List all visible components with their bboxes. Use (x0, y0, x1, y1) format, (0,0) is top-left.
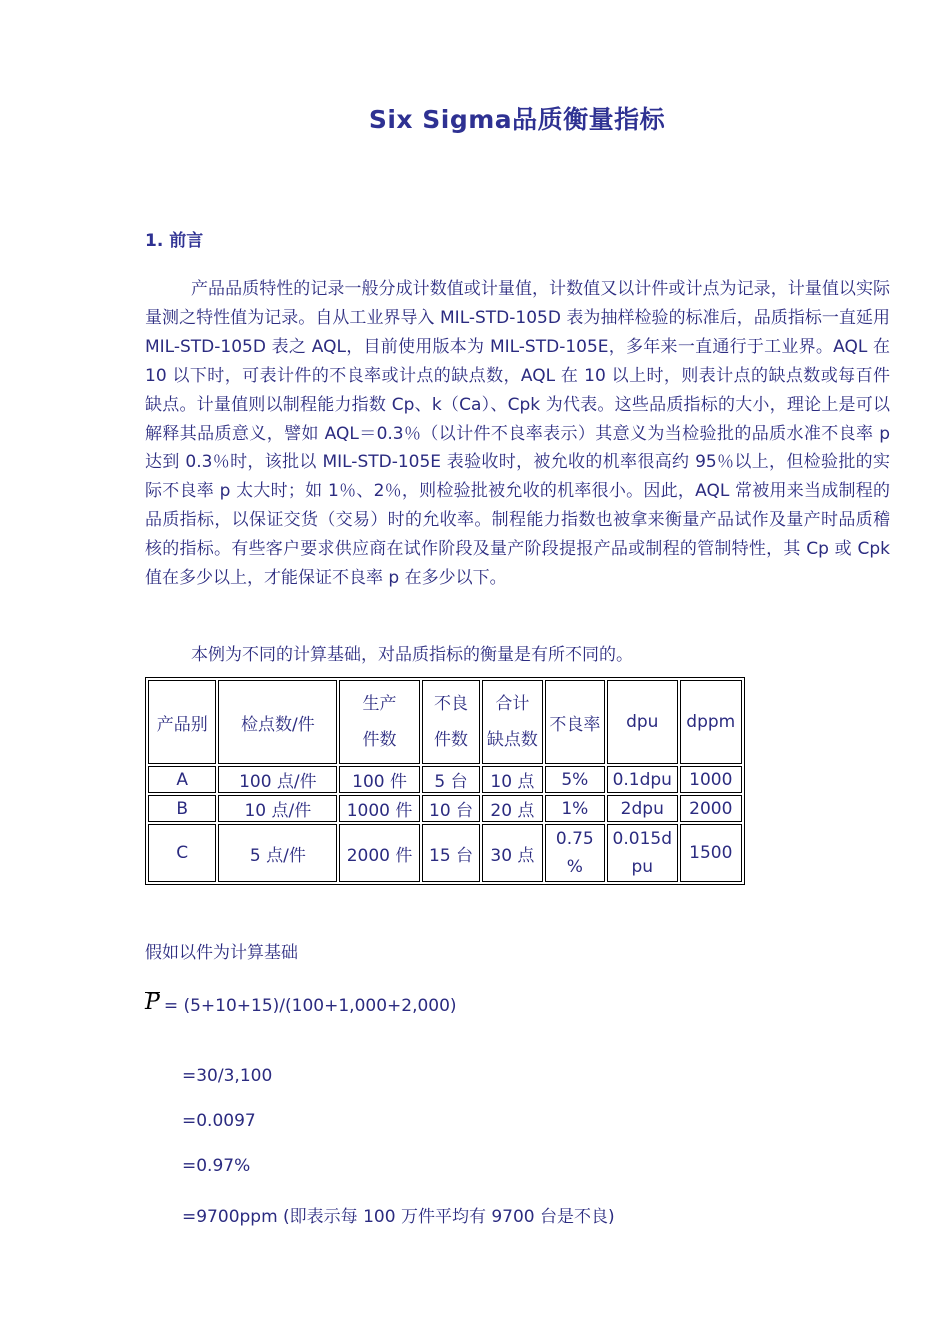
cell-defects: 15 台 (422, 824, 480, 882)
header-production (339, 680, 420, 764)
cell-dpu: 0.1dpu (607, 766, 677, 793)
p-bar-symbol: P (145, 990, 160, 1015)
cell-defects: 10 台 (422, 795, 480, 822)
cell-dpu: 2dpu (607, 795, 677, 822)
cell-defects: 5 台 (422, 766, 480, 793)
header-defect-rate: 不良率 (545, 680, 605, 764)
cell-production: 100 件 (339, 766, 420, 793)
cell-check-points: 100 点/件 (218, 766, 337, 793)
cell-total: 10 点 (482, 766, 542, 793)
table-row (148, 766, 742, 793)
header-total-top: 合计 (495, 694, 530, 714)
cell-check-points: 5 点/件 (218, 824, 337, 882)
cell-total: 20 点 (482, 795, 542, 822)
header-defects-top: 不良 (434, 694, 469, 714)
formula-line (145, 992, 457, 1016)
cell-dpu-bottom: pu (631, 857, 654, 877)
cell-rate-top: 0.75 (555, 829, 594, 849)
cell-check-points: 10 点/件 (218, 795, 337, 822)
cell-dpu (607, 824, 677, 882)
cell-dppm: 2000 (680, 795, 742, 822)
header-defects-bottom: 件数 (434, 730, 469, 750)
section-heading: 1. 前言 (145, 231, 204, 251)
header-total-bottom: 缺点数 (486, 730, 538, 750)
header-defects (422, 680, 480, 764)
header-check-points: 检点数/件 (218, 680, 337, 764)
cell-production: 1000 件 (339, 795, 420, 822)
header-production-bottom: 件数 (362, 730, 397, 750)
example-paragraph: 本例为不同的计算基础，对品质指标的衡量是有所不同的。 (191, 645, 633, 665)
cell-product: C (148, 824, 216, 882)
cell-product: A (148, 766, 216, 793)
calc-step: =9700ppm (即表示每 100 万件平均有 9700 台是不良) (182, 1207, 615, 1227)
cell-rate: 1% (545, 795, 605, 822)
cell-dppm: 1500 (680, 824, 742, 882)
table-row (148, 824, 742, 882)
formula-expression: = (5+10+15)/(100+1,000+2,000) (163, 996, 457, 1016)
header-total-defects (482, 680, 542, 764)
calc-step: =0.0097 (182, 1111, 256, 1131)
cell-dppm: 1000 (680, 766, 742, 793)
calc-step: =30/3,100 (182, 1066, 273, 1086)
intro-paragraph: 产品品质特性的记录一般分成计数值或计量值，计数值又以计件或计点为记录，计量值以实际量测之特性值为记录。自从工业界导入 MIL-STD-105D 表为抽样检验的标准后，品质指标一直延用 MIL-STD-105D 表之 AQL，目前使用版本为 MIL-STD-105E，多年来一直通行于工业界。AQL 在 10 以下时，可表计件的不良率或计点的缺点数，AQL 在 10 以上时，则表计点的缺点数或每百件缺点。计量值则以制程能力指数 Cp、k（Ca）、Cpk 为代表。这些品质指标的大小，理论上是可以解释其品质意义，譬如 AQL＝0.3％（以计件不良率表示）其意义为当检验批的品质水准不良率 p 达到 0.3％时，该批以 MIL-STD-105E 表验收时，被允收的机率很高约 95％以上，但检验批的实际不良率 p 太大时；如 1％、2％，则检验批被允收的机率很小。因此，AQL 常被用来当成制程的品质指标，以保证交货（交易）时的允收率。制程能力指数也被拿来衡量产品试作及量产时品质稽核的指标。有些客户要求供应商在试作阶段及量产阶段提报产品或制程的管制特性，其 Cp 或 Cpk 值在多少以上，才能保证不良率 p 在多少以下。 (145, 279, 890, 589)
header-product: 产品别 (148, 680, 216, 764)
cell-product: B (148, 795, 216, 822)
quality-metrics-table (145, 677, 745, 885)
cell-dpu-top: 0.015d (612, 829, 672, 849)
header-dppm: dppm (680, 680, 742, 764)
basis-label: 假如以件为计算基础 (145, 943, 298, 963)
table-row (148, 795, 742, 822)
cell-rate-bottom: % (566, 857, 583, 877)
header-production-top: 生产 (362, 694, 397, 714)
table-header-row (148, 680, 742, 764)
page-title: Six Sigma品质衡量指标 (368, 105, 666, 134)
cell-rate: 5% (545, 766, 605, 793)
cell-total: 30 点 (482, 824, 542, 882)
cell-rate (545, 824, 605, 882)
cell-production: 2000 件 (339, 824, 420, 882)
calc-step: =0.97% (182, 1156, 251, 1176)
header-dpu: dpu (607, 680, 677, 764)
